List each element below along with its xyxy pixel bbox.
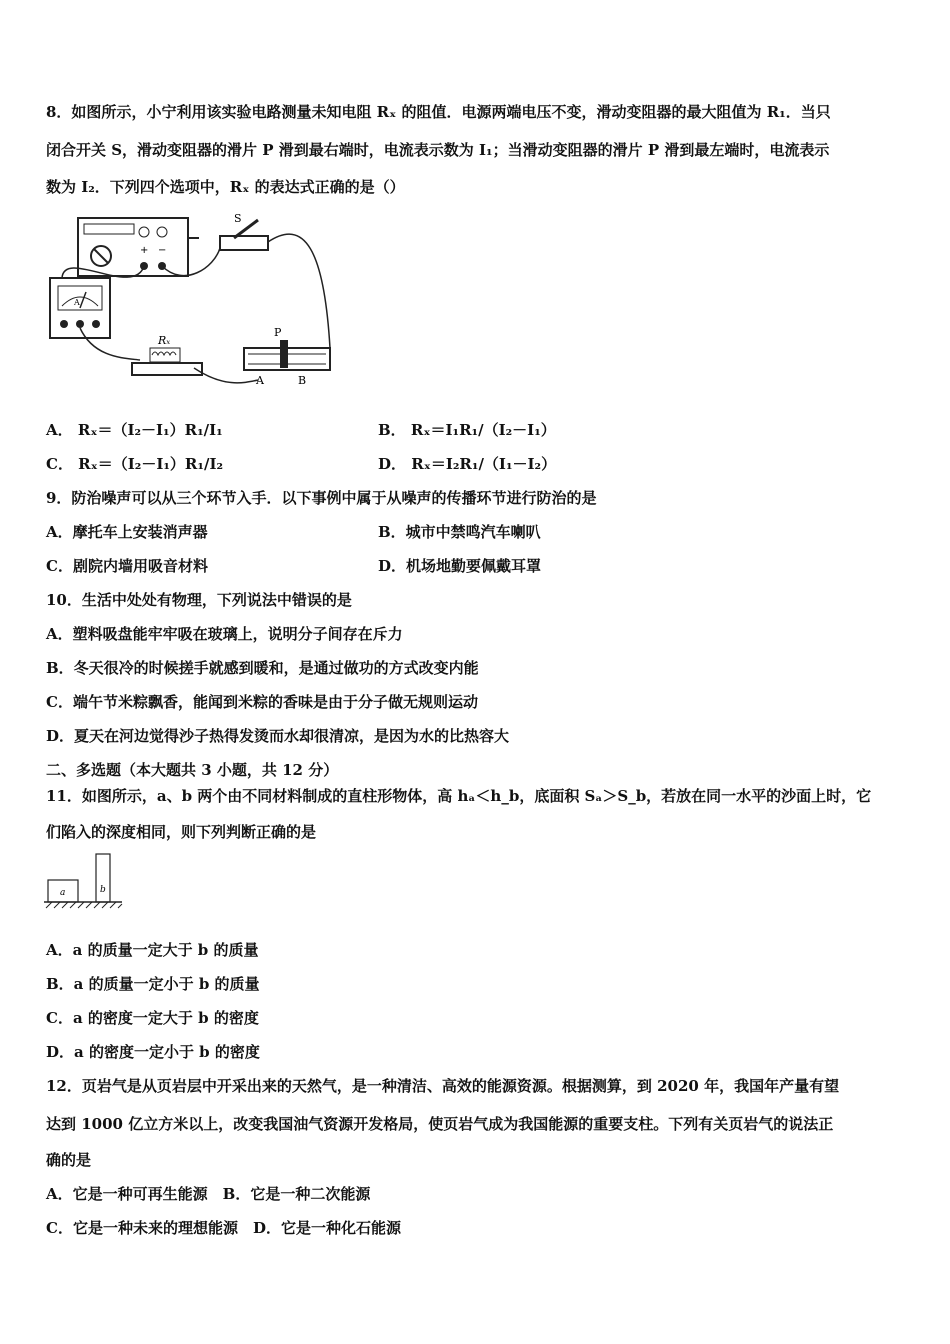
q10-stem: 10．生活中处处有物理，下列说法中错误的是: [46, 591, 352, 609]
q8-label-s: S: [234, 212, 242, 225]
q8-option-b[interactable]: B． Rₓ＝I₁R₁/（I₂－I₁）: [378, 421, 556, 439]
q8-label-b: B: [298, 374, 307, 387]
q12-stem-line2: 达到 1000 亿立方米以上，改变我国油气资源开发格局，使页岩气成为我国能源的重要支柱。下列有关页岩气的说法正: [46, 1115, 834, 1133]
q9-option-a[interactable]: A．摩托车上安装消声器: [46, 523, 208, 541]
q8-stem-line2: 闭合开关 S，滑动变阻器的滑片 P 滑到最右端时，电流表示数为 I₁；当滑动变阻器的滑片 P 滑到最左端时，电流表示: [46, 141, 830, 159]
q9-option-b[interactable]: B．城市中禁鸣汽车喇叭: [378, 523, 541, 541]
q11-option-b[interactable]: B．a 的质量一定小于 b 的质量: [46, 975, 260, 993]
q11-option-a[interactable]: A．a 的质量一定大于 b 的质量: [46, 941, 259, 959]
q10-option-b[interactable]: B．冬天很冷的时候搓手就感到暖和，是通过做功的方式改变内能: [46, 659, 479, 677]
q11-option-d[interactable]: D．a 的密度一定小于 b 的密度: [46, 1043, 260, 1061]
svg-text:+: +: [140, 245, 149, 256]
q10-option-c[interactable]: C．端午节米粽飘香，能闻到米粽的香味是由于分子做无规则运动: [46, 693, 478, 711]
q11-blocks-figure: [44, 850, 124, 912]
q12-options-cd[interactable]: C．它是一种未来的理想能源 D．它是一种化石能源: [46, 1219, 401, 1237]
q8-stem-line3: 数为 I₂．下列四个选项中，Rₓ 的表达式正确的是（）: [46, 178, 405, 196]
q11-stem-line2: 们陷入的深度相同，则下列判断正确的是: [46, 823, 317, 841]
q9-option-d[interactable]: D．机场地勤要佩戴耳罩: [378, 557, 542, 575]
q10-option-d[interactable]: D．夏天在河边觉得沙子热得发烫而水却很清凉，是因为水的比热容大: [46, 727, 510, 745]
section-heading-multi-choice: 二、多选题（本大题共 3 小题，共 12 分）: [46, 761, 339, 779]
q8-option-a[interactable]: A． Rₓ＝（I₂－I₁）R₁/I₁: [46, 421, 223, 439]
q11-option-c[interactable]: C．a 的密度一定大于 b 的密度: [46, 1009, 259, 1027]
svg-text:−: −: [158, 245, 167, 256]
q12-options-ab[interactable]: A．它是一种可再生能源 B．它是一种二次能源: [46, 1185, 371, 1203]
q11-stem-line1: 11．如图所示，a、b 两个由不同材料制成的直柱形物体，高 hₐ＜h_b，底面积 Sₐ＞S_b，若放在同一水平的沙面上时，它: [46, 787, 872, 805]
q12-stem-line1: 12．页岩气是从页岩层中开采出来的天然气，是一种清洁、高效的能源资源。根据测算，到 2020 年，我国年产量有望: [46, 1077, 840, 1095]
q10-option-a[interactable]: A．塑料吸盘能牢牢吸在玻璃上，说明分子间存在斥力: [46, 625, 403, 643]
q8-circuit-figure: [44, 208, 344, 390]
q8-label-rx: Rₓ: [158, 334, 171, 347]
q9-stem: 9．防治噪声可以从三个环节入手．以下事例中属于从噪声的传播环节进行防治的是: [46, 489, 597, 507]
q8-stem-line1: 8．如图所示，小宁利用该实验电路测量未知电阻 Rₓ 的阻值．电源两端电压不变，滑动变阻器的最大阻值为 R₁．当只: [46, 103, 831, 121]
q8-meter-label: A: [74, 298, 80, 307]
q11-label-b: b: [100, 885, 106, 895]
q11-label-a: a: [60, 888, 66, 898]
q8-label-p: P: [274, 326, 282, 339]
q8-label-a: A: [256, 374, 264, 387]
q8-option-d[interactable]: D． Rₓ＝I₂R₁/（I₁－I₂）: [378, 455, 557, 473]
q8-option-c[interactable]: C． Rₓ＝（I₂－I₁）R₁/I₂: [46, 455, 224, 473]
q12-stem-line3: 确的是: [46, 1151, 92, 1169]
q9-option-c[interactable]: C．剧院内墙用吸音材料: [46, 557, 208, 575]
